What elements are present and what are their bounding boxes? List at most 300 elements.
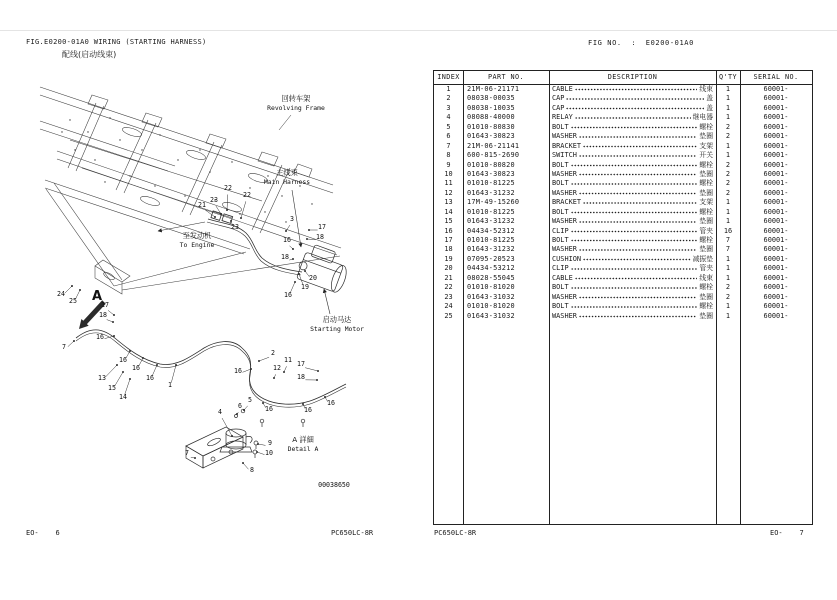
cell-qty: 2	[725, 283, 731, 292]
cell-qty: 1	[725, 141, 731, 150]
description-en: BOLT	[552, 179, 569, 188]
cell-serial: 60001-	[763, 273, 789, 282]
cell-serial: 60001-	[763, 245, 789, 254]
description-en: WASHER	[552, 132, 577, 141]
table-row	[434, 161, 812, 170]
callout-target-dot	[113, 314, 115, 316]
callout-leader	[65, 286, 72, 293]
cell-serial: 60001-	[763, 217, 789, 226]
callout-number: 12	[273, 364, 281, 372]
dot-leader	[575, 274, 698, 283]
cell-index: 14	[444, 207, 453, 216]
cell-qty: 1	[725, 113, 731, 122]
callout-number: 16	[146, 374, 154, 382]
cell-description	[549, 198, 716, 207]
callout-number: 6	[238, 402, 242, 410]
description-en: BOLT	[552, 283, 569, 292]
dot-leader	[579, 151, 698, 160]
table-body	[434, 85, 812, 321]
cell-serial: 60001-	[763, 132, 789, 141]
callout-target-dot	[294, 281, 296, 283]
callout-target-dot	[306, 238, 308, 240]
description-cn: 螺栓	[699, 283, 713, 292]
cell-index: 12	[444, 188, 453, 197]
cell-part-no: 08038-00035	[467, 94, 515, 103]
cell-part-no: 01643-31032	[467, 311, 515, 320]
right-page-number: EO- 7	[770, 529, 804, 537]
table-row	[434, 245, 812, 254]
callout-leader	[105, 365, 117, 377]
table-row	[434, 104, 812, 113]
callout-number: 18	[297, 373, 305, 381]
dot-leader	[571, 179, 698, 188]
callout-number: 21	[198, 201, 206, 209]
callout-leader	[305, 368, 318, 371]
cell-qty: 7	[725, 245, 731, 254]
callout-leader	[257, 452, 265, 455]
page-top-rule	[0, 30, 837, 31]
callout-number: 1	[168, 381, 172, 389]
callout-number: 22	[243, 191, 251, 199]
callout-number: 4	[218, 408, 222, 416]
table-row	[434, 151, 812, 160]
left-page-number: EO- 6	[26, 529, 60, 537]
callout-target-dot	[71, 285, 73, 287]
cell-qty: 2	[725, 169, 731, 178]
cell-part-no: 01643-31232	[467, 245, 515, 254]
dot-leader	[579, 293, 698, 302]
cell-qty: 1	[725, 273, 731, 282]
table-row	[434, 198, 812, 207]
cell-serial: 60001-	[763, 292, 789, 301]
callout-number: 22	[224, 184, 232, 192]
description-cn: 支架	[699, 141, 713, 150]
dot-leader	[583, 142, 697, 151]
callout-target-dot	[285, 230, 287, 232]
cell-part-no: 01643-31032	[467, 292, 515, 301]
description-cn: 开关	[699, 151, 713, 160]
parts-table	[433, 70, 813, 525]
diagram-label-cn: 回转车架	[281, 94, 311, 103]
callout-number: 16	[132, 364, 140, 372]
cell-part-no: 21M-06-21171	[467, 85, 520, 93]
cell-description	[549, 132, 716, 141]
header-description: DESCRIPTION	[607, 73, 658, 81]
diagram-label-en: Starting Motor	[310, 325, 364, 333]
description-en: CUSHION	[552, 254, 582, 263]
cell-qty: 1	[725, 207, 731, 216]
cell-qty: 1	[725, 311, 731, 320]
cell-description	[549, 94, 716, 103]
cell-serial: 60001-	[763, 122, 789, 131]
detail-a-drawing	[186, 409, 305, 468]
table-row	[434, 236, 812, 245]
dot-leader	[575, 85, 698, 94]
description-en: CLIP	[552, 226, 569, 235]
table-row	[434, 113, 812, 122]
description-en: CABLE	[552, 273, 573, 282]
callout-number: 25	[69, 297, 77, 305]
dot-leader	[571, 227, 698, 236]
cell-part-no: 01010-81225	[467, 236, 515, 244]
callout-number: 2	[271, 349, 275, 357]
callout-number: 7	[62, 343, 66, 351]
description-en: CABLE	[552, 85, 573, 93]
callout-target-dot	[73, 340, 75, 342]
description-en: BOLT	[552, 207, 569, 216]
cell-part-no: 07095-20523	[467, 254, 515, 263]
description-en: WASHER	[552, 292, 577, 301]
description-en: WASHER	[552, 245, 577, 254]
cell-serial: 60001-	[763, 169, 789, 178]
table-row	[434, 255, 812, 264]
cell-index: 8	[446, 151, 451, 160]
description-en: WASHER	[552, 217, 577, 226]
table-row	[434, 274, 812, 283]
fig-no-label: FIG NO. : E0200-01A0	[588, 39, 694, 47]
cell-qty: 16	[723, 226, 733, 235]
diagram-label-en: To Engine	[179, 241, 215, 249]
cell-part-no: 08028-55045	[467, 273, 515, 282]
table-row	[434, 227, 812, 236]
cell-part-no: 01010-81225	[467, 179, 515, 188]
description-en: SWITCH	[552, 151, 577, 160]
description-cn: 减振垫	[692, 254, 713, 263]
table-row	[434, 85, 812, 94]
header-index: INDEX	[437, 73, 460, 81]
callout-target-dot	[250, 368, 252, 370]
callout-number: 23	[231, 223, 239, 231]
diagram-label-en: Revolving Frame	[267, 104, 325, 112]
callout-target-dot	[262, 402, 264, 404]
cell-description	[549, 274, 716, 283]
cell-serial: 60001-	[763, 198, 789, 207]
callout-number: 16	[284, 291, 292, 299]
callout-leader	[259, 357, 269, 361]
callout-number: 16	[304, 406, 312, 414]
cell-part-no: 08088-40000	[467, 113, 515, 122]
description-en: WASHER	[552, 188, 577, 197]
table-row	[434, 208, 812, 217]
cell-part-no: 08038-10035	[467, 103, 515, 112]
description-cn: 管夹	[699, 264, 713, 273]
cell-qty: 1	[725, 254, 731, 263]
callout-number: 23	[210, 196, 218, 204]
description-cn: 垫圈	[699, 217, 713, 226]
cell-part-no: 21M-06-21141	[467, 141, 520, 150]
description-cn: 螺栓	[699, 236, 713, 244]
cell-index: 2	[446, 94, 451, 103]
callout-target-dot	[112, 321, 114, 323]
cell-index: 13	[444, 198, 453, 207]
cell-index: 15	[444, 217, 453, 226]
diagram-label-cn: A 詳細	[292, 435, 314, 444]
table-row	[434, 189, 812, 198]
description-cn: 继电器	[692, 113, 713, 122]
description-en: BOLT	[552, 302, 569, 311]
cell-qty: 1	[725, 85, 731, 93]
cell-description	[549, 217, 716, 226]
callout-number: 5	[248, 396, 252, 404]
table-row	[434, 170, 812, 179]
callout-target-dot	[129, 378, 131, 380]
cell-index: 10	[444, 169, 453, 178]
cell-serial: 60001-	[763, 141, 789, 150]
cell-qty: 2	[725, 292, 731, 301]
callout-target-dot	[226, 209, 228, 211]
dot-leader	[583, 255, 691, 264]
cell-serial: 60001-	[763, 236, 789, 244]
callout-leader	[222, 418, 232, 436]
callout-target-dot	[230, 220, 232, 222]
description-en: WASHER	[552, 311, 577, 320]
callout-number: 16	[96, 333, 104, 341]
description-en: WASHER	[552, 169, 577, 178]
cell-description	[549, 142, 716, 151]
callout-target-dot	[236, 413, 238, 415]
description-en: CAP	[552, 103, 565, 112]
callout-number: 15	[108, 384, 116, 392]
table-row	[434, 217, 812, 226]
cell-description	[549, 227, 716, 236]
callout-leader	[108, 310, 114, 315]
cell-qty: 1	[725, 94, 731, 103]
callout-number: 8	[250, 466, 254, 474]
cell-qty: 1	[725, 264, 731, 273]
callout-target-dot	[316, 379, 318, 381]
callout-number: 18	[316, 233, 324, 241]
callout-number: 3	[290, 215, 294, 223]
cell-description	[549, 208, 716, 217]
cell-part-no: 01010-81225	[467, 207, 515, 216]
cell-description	[549, 312, 716, 321]
table-row	[434, 142, 812, 151]
table-row	[434, 302, 812, 311]
cell-serial: 60001-	[763, 226, 789, 235]
cell-serial: 60001-	[763, 179, 789, 188]
table-header-row	[434, 71, 812, 85]
cell-description	[549, 85, 716, 94]
dot-leader	[571, 123, 698, 132]
diagram-label-en: Detail A	[287, 445, 319, 453]
callout-number: 18	[281, 253, 289, 261]
cell-description	[549, 283, 716, 292]
callout-target-dot	[243, 409, 245, 411]
callout-number: 17	[297, 360, 305, 368]
cell-description	[549, 161, 716, 170]
cell-index: 25	[444, 311, 453, 320]
cell-part-no: 04434-52312	[467, 226, 515, 235]
dot-leader	[571, 302, 698, 311]
cell-qty: 7	[725, 236, 731, 244]
figure-title: FIG.E0200-01A0 WIRING (STARTING HARNESS)	[26, 38, 207, 46]
callout-leader	[243, 463, 248, 469]
callout-number: 17	[318, 223, 326, 231]
cell-index: 9	[446, 160, 451, 169]
dot-leader	[579, 245, 698, 254]
dot-leader	[571, 283, 698, 292]
callout-leader	[258, 444, 266, 445]
callout-number: 16	[234, 367, 242, 375]
table-column-divider	[716, 71, 717, 524]
wiring-diagram	[20, 60, 440, 500]
cell-part-no: 04434-53212	[467, 264, 515, 273]
cell-description	[549, 189, 716, 198]
cell-part-no: 01643-30823	[467, 132, 515, 141]
figure-subtitle-cn: 配线(启动线束)	[62, 50, 117, 59]
description-en: BOLT	[552, 160, 569, 169]
description-cn: 管夹	[699, 226, 713, 235]
description-en: BOLT	[552, 122, 569, 131]
cell-qty: 2	[725, 160, 731, 169]
description-en: BRACKET	[552, 198, 582, 207]
dot-leader	[579, 170, 698, 179]
cell-index: 7	[446, 141, 451, 150]
cell-part-no: 01010-80830	[467, 122, 515, 131]
table-row	[434, 312, 812, 321]
callout-target-dot	[324, 396, 326, 398]
cell-serial: 60001-	[763, 94, 789, 103]
revolving-frame-wireframe	[40, 87, 341, 294]
cell-serial: 60001-	[763, 113, 789, 122]
table-column-divider	[463, 71, 464, 524]
callout-target-dot	[175, 364, 177, 366]
cell-part-no: 01643-30823	[467, 169, 515, 178]
cell-description	[549, 123, 716, 132]
cell-qty: 1	[725, 302, 731, 311]
description-cn: 线束	[699, 273, 713, 282]
description-cn: 垫圈	[699, 311, 713, 320]
table-row	[434, 293, 812, 302]
dot-leader	[579, 132, 698, 141]
cell-description	[549, 255, 716, 264]
callout-number: 24	[57, 290, 65, 298]
callout-target-dot	[256, 451, 258, 453]
callout-target-dot	[194, 457, 196, 459]
table-column-divider	[740, 71, 741, 524]
cell-serial: 60001-	[763, 103, 789, 112]
callout-target-dot	[302, 403, 304, 405]
cell-index: 4	[446, 113, 451, 122]
header-qty: Q'TY	[719, 73, 737, 81]
description-cn: 垫圈	[699, 292, 713, 301]
dot-leader	[566, 94, 704, 103]
cell-serial: 60001-	[763, 188, 789, 197]
dot-leader	[571, 208, 698, 217]
cell-index: 24	[444, 302, 453, 311]
callout-target-dot	[317, 370, 319, 372]
cell-serial: 60001-	[763, 254, 789, 263]
callout-target-dot	[113, 335, 115, 337]
cell-index: 23	[444, 292, 453, 301]
callout-target-dot	[231, 435, 233, 437]
callout-number: 16	[119, 356, 127, 364]
callout-number: 18	[99, 311, 107, 319]
cell-part-no: 01010-81020	[467, 283, 515, 292]
cell-description	[549, 104, 716, 113]
callout-leader	[107, 320, 113, 322]
description-cn: 支架	[699, 198, 713, 207]
callout-number: 13	[98, 374, 106, 382]
cell-description	[549, 264, 716, 273]
cell-index: 11	[444, 179, 453, 188]
cell-part-no: 01643-31232	[467, 188, 515, 197]
dot-leader	[579, 217, 698, 226]
callout-target-dot	[79, 289, 81, 291]
dot-leader	[579, 312, 698, 321]
cell-index: 19	[444, 254, 453, 263]
cell-description	[549, 113, 716, 122]
view-marker-A: A	[91, 289, 103, 304]
callout-target-dot	[283, 371, 285, 373]
callout-number: 7	[185, 449, 189, 457]
cell-index: 17	[444, 236, 453, 244]
description-en: CLIP	[552, 264, 569, 273]
callout-target-dot	[116, 364, 118, 366]
callout-number: 10	[265, 449, 273, 457]
callout-target-dot	[122, 371, 124, 373]
table-row	[434, 132, 812, 141]
callout-number: 9	[268, 439, 272, 447]
diagram-label-cn: 启动马达	[322, 315, 352, 324]
cell-qty: 1	[725, 103, 731, 112]
description-en: CAP	[552, 94, 565, 103]
cell-index: 1	[446, 85, 451, 93]
table-row	[434, 94, 812, 103]
cell-description	[549, 151, 716, 160]
callout-target-dot	[273, 377, 275, 379]
callout-target-dot	[292, 258, 294, 260]
table-row	[434, 123, 812, 132]
description-cn: 垫圈	[699, 188, 713, 197]
description-cn: 螺栓	[699, 160, 713, 169]
cell-index: 21	[444, 273, 453, 282]
callout-target-dot	[156, 364, 158, 366]
cell-serial: 60001-	[763, 264, 789, 273]
callout-target-dot	[304, 270, 306, 272]
callout-target-dot	[258, 360, 260, 362]
callout-number: 14	[119, 393, 127, 401]
callout-leader	[104, 336, 114, 339]
header-serial-no: SERIAL NO.	[753, 73, 799, 81]
callout-target-dot	[240, 217, 242, 219]
description-cn: 线束	[699, 85, 713, 93]
callout-number: 19	[301, 283, 309, 291]
cell-part-no: 600-815-2690	[467, 151, 520, 160]
callout-target-dot	[129, 350, 131, 352]
right-model-code: PC650LC-8R	[434, 529, 477, 537]
diagram-label-cn: 至发动机	[182, 231, 212, 240]
cell-serial: 60001-	[763, 207, 789, 216]
cell-description	[549, 245, 716, 254]
description-cn: 螺栓	[699, 302, 713, 311]
cell-qty: 1	[725, 151, 731, 160]
cell-serial: 60001-	[763, 311, 789, 320]
cell-part-no: 17M-49-15260	[467, 198, 520, 207]
dot-leader	[571, 236, 698, 245]
description-cn: 螺栓	[699, 179, 713, 188]
cell-index: 16	[444, 226, 453, 235]
left-model-code: PC650LC-8R	[331, 529, 374, 537]
description-cn: 盖	[706, 103, 713, 112]
header-part-no: PART NO.	[488, 73, 524, 81]
callout-target-dot	[298, 273, 300, 275]
dot-leader	[575, 113, 691, 122]
cell-qty: 1	[725, 217, 731, 226]
callout-number: 11	[284, 356, 292, 364]
description-cn: 盖	[706, 94, 713, 103]
cell-description	[549, 236, 716, 245]
